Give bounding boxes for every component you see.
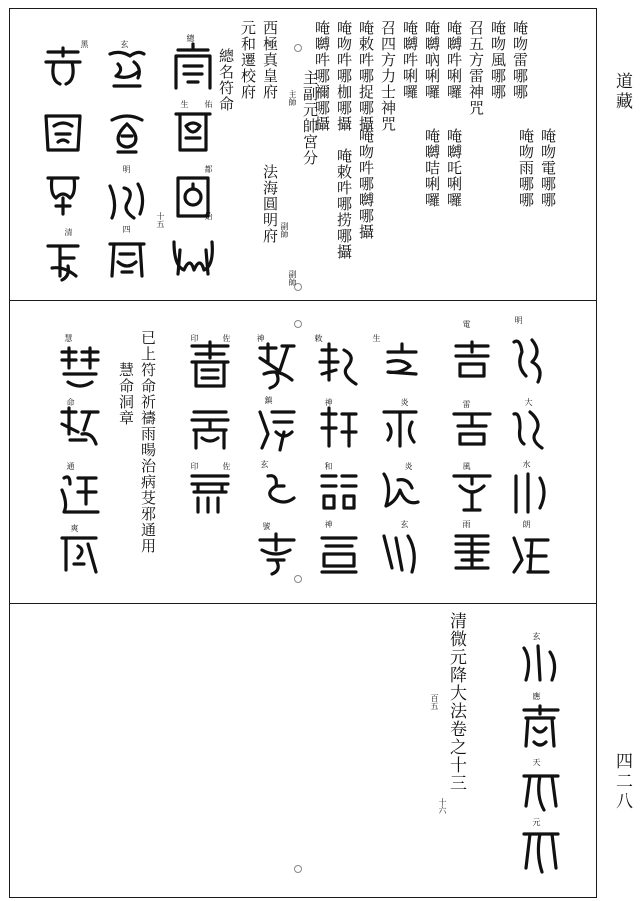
small-label: 雷 xyxy=(462,400,471,408)
small-label: 生 xyxy=(372,334,381,342)
text-line: 法海圓明府 xyxy=(261,164,279,244)
small-label: 十五 xyxy=(156,212,165,228)
text-line: 召四方力士神咒 xyxy=(379,20,397,132)
text-line: 唵嚩吶唎囉 xyxy=(423,20,441,100)
small-label: 大 xyxy=(524,398,533,406)
small-label: 神 xyxy=(324,520,333,528)
small-label: 玄 xyxy=(260,460,269,468)
small-label: 生 xyxy=(180,100,189,108)
small-label: 始 xyxy=(204,212,213,220)
small-label: 佑 xyxy=(204,100,213,108)
small-label: 元 xyxy=(532,818,541,826)
talisman-glyph xyxy=(518,826,562,878)
talisman-glyph xyxy=(56,530,104,578)
talisman-glyph xyxy=(40,108,86,156)
small-label: 電 xyxy=(462,320,471,328)
talisman-glyph xyxy=(518,640,562,690)
book-title: 道藏 xyxy=(612,72,632,112)
binding-hole xyxy=(294,320,302,328)
text-line: 慧命洞章 xyxy=(117,362,135,426)
talisman-glyph xyxy=(170,172,216,222)
talisman-glyph xyxy=(380,340,424,384)
small-label: 主帥 xyxy=(288,90,297,106)
text-line: 元和遷校府 xyxy=(239,20,257,100)
text-line: 唵敕吽哪捉哪攝 xyxy=(357,20,375,132)
talisman-glyph xyxy=(316,404,362,454)
small-label: 天 xyxy=(532,758,541,766)
talisman-glyph xyxy=(186,468,234,518)
section-divider xyxy=(9,300,597,301)
talisman-glyph xyxy=(170,42,216,92)
talisman-glyph xyxy=(40,236,86,284)
talisman-glyph xyxy=(40,44,86,92)
small-label: 清 xyxy=(64,228,73,236)
talisman-glyph xyxy=(508,404,552,454)
talisman-glyph xyxy=(40,170,86,218)
page-number: 四二八 xyxy=(612,752,632,812)
small-label: 雨 xyxy=(462,520,471,528)
talisman-glyph xyxy=(450,404,494,452)
small-label: 應 xyxy=(532,692,541,700)
small-label: 慧 xyxy=(64,334,73,342)
small-label: 玄 xyxy=(120,40,129,48)
talisman-glyph xyxy=(104,178,150,226)
talisman-glyph xyxy=(104,46,150,94)
talisman-glyph xyxy=(450,338,494,386)
talisman-glyph xyxy=(56,404,104,452)
talisman-glyph xyxy=(186,404,234,454)
binding-hole xyxy=(294,44,302,52)
talisman-glyph xyxy=(378,528,424,578)
text-line: 唵嚩咭唎囉 xyxy=(423,128,441,208)
talisman-glyph xyxy=(254,528,300,578)
talisman-glyph xyxy=(56,344,104,392)
text-line: 唵嚩吽唎囉 xyxy=(445,20,463,100)
small-label: 副帥 xyxy=(280,222,289,238)
talisman-glyph xyxy=(170,108,216,156)
small-label: 總 xyxy=(186,34,195,42)
small-label: 十六 xyxy=(438,798,447,814)
text-line: 唵吻吽哪枷哪攝 xyxy=(335,20,353,132)
text-line: 唵吻電哪哪 xyxy=(539,128,557,208)
text-line: 唵吻吽哪嚩哪攝 xyxy=(357,128,375,240)
talisman-glyph xyxy=(186,338,234,392)
text-line: 唵嚩吽唎囉 xyxy=(401,20,419,100)
talisman-glyph xyxy=(254,340,300,392)
small-label: 朗 xyxy=(522,520,531,528)
talisman-glyph xyxy=(518,702,562,756)
binding-hole xyxy=(294,865,302,873)
small-label: 明 xyxy=(514,316,523,324)
small-label: 敕 xyxy=(314,334,323,342)
small-label: 水 xyxy=(522,460,531,468)
small-label: 爽 xyxy=(70,524,79,532)
talisman-glyph xyxy=(56,468,104,516)
text-line: 唵吻雨哪哪 xyxy=(517,128,535,208)
talisman-glyph xyxy=(508,332,552,388)
small-label: 印 xyxy=(190,462,199,470)
small-label: 百五 xyxy=(430,694,439,710)
small-label: 佐 xyxy=(222,462,231,470)
small-label: 玄 xyxy=(400,520,409,528)
text-line: 唵嚩吒唎囉 xyxy=(445,128,463,208)
small-label: 印 xyxy=(190,334,199,342)
small-label: 鎮 xyxy=(264,396,273,404)
text-line: 主副元帥宮分 xyxy=(301,70,319,166)
talisman-glyph xyxy=(450,528,494,576)
volume-closing-title: 清微元降大法卷之十三 xyxy=(446,612,466,792)
text-line: 召五方雷神咒 xyxy=(467,20,485,116)
talisman-glyph xyxy=(316,530,362,578)
talisman-glyph xyxy=(508,468,552,518)
talisman-glyph xyxy=(316,340,362,390)
text-line: 唵吻雷哪哪 xyxy=(511,20,529,100)
text-line: 已上符命祈禱雨暘治病芟邪通用 xyxy=(139,330,157,554)
talisman-glyph xyxy=(450,466,494,514)
talisman-glyph xyxy=(378,402,422,452)
small-label: 風 xyxy=(462,462,471,470)
small-label: 明 xyxy=(122,165,131,173)
small-label: 副帥 xyxy=(288,270,297,286)
small-label: 神 xyxy=(256,334,265,342)
small-label: 黑 xyxy=(80,40,89,48)
small-label: 號 xyxy=(262,522,271,530)
talisman-glyph xyxy=(508,530,552,580)
small-label: 玄 xyxy=(532,632,541,640)
text-line: 唵吻風哪哪 xyxy=(489,20,507,100)
small-label: 四 xyxy=(122,225,131,233)
talisman-glyph xyxy=(104,110,150,156)
small-label: 佐 xyxy=(222,334,231,342)
talisman-glyph xyxy=(518,766,562,816)
small-label: 炎 xyxy=(400,398,409,406)
small-label: 通 xyxy=(66,462,75,470)
small-label: 神 xyxy=(324,398,333,406)
small-label: 炎 xyxy=(404,462,413,470)
talisman-glyph xyxy=(104,236,150,282)
text-line: 西極真皇府 xyxy=(261,20,279,100)
text-line: 總名符命 xyxy=(217,48,235,112)
talisman-glyph xyxy=(378,466,424,516)
section-divider xyxy=(9,603,597,604)
talisman-glyph xyxy=(316,468,362,516)
small-label: 命 xyxy=(66,398,75,406)
talisman-glyph xyxy=(254,468,300,514)
text-line: 唵敕吽哪捞哪攝 xyxy=(335,148,353,260)
talisman-glyph xyxy=(170,236,216,280)
talisman-glyph xyxy=(254,404,300,454)
text-line: 唵嚩吽哪禰哪攝 xyxy=(313,20,331,132)
small-label: 和 xyxy=(324,462,333,470)
small-label: 都 xyxy=(204,165,213,173)
